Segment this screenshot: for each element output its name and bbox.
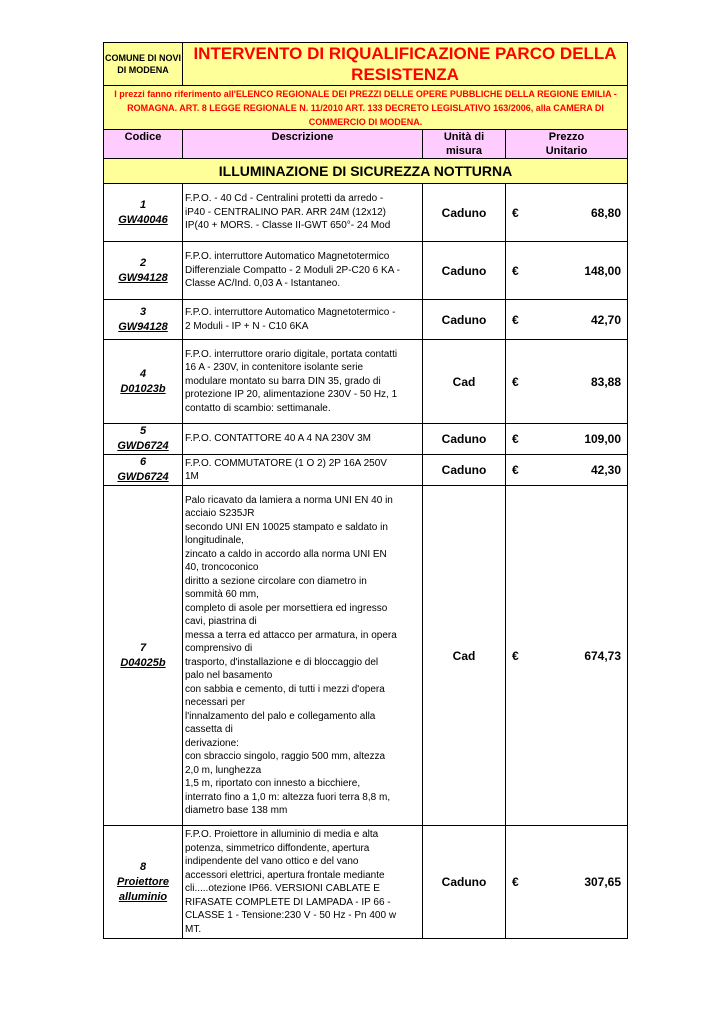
description-line: 1,5 m, riportato con innesto a bicchiere, [185, 778, 361, 789]
currency-symbol: € [512, 875, 519, 889]
description-line: modulare montato su barra DIN 35, grado di [185, 375, 381, 387]
description-line: messa a terra ed attacco per armatura, in opera [185, 629, 397, 641]
description-line: cli.....otezione IP66. VERSIONI CABLATE E [185, 883, 380, 894]
item-code: GW94128 [118, 271, 168, 284]
description-line: Differenziale Compatto - 2 Moduli 2P-C20 6 KA - [185, 264, 400, 276]
item-number: 7 [139, 641, 147, 654]
description-line: comprensivo di [185, 643, 253, 654]
currency-symbol: € [512, 432, 519, 446]
description-line: F.P.O. - 40 Cd - Centralini protetti da arredo - [185, 193, 384, 205]
item-number: 2 [139, 256, 147, 269]
currency-symbol: € [512, 263, 519, 278]
currency-symbol: € [512, 312, 519, 327]
description-line: contatto di scambio: settimanale. [185, 402, 331, 414]
description-line: IP(40 + MORS. - Classe II-GWT 650°- 24 Mod [185, 220, 391, 232]
table-row [104, 340, 628, 424]
description-line: zincato a caldo in accordo alla norma UNI EN [185, 548, 387, 560]
description-line: sommità 60 mm, [185, 589, 259, 600]
item-price: 83,88 [591, 374, 622, 389]
description-line: 16 A - 230V, in contenitore isolante serie [185, 362, 364, 374]
item-code: GWD6724 [117, 471, 169, 483]
column-header-row-1 [104, 130, 628, 145]
description-line: protezione IP 20, alimentazione 230V - 50 Hz, 1 [185, 389, 398, 401]
item-number: 1 [139, 198, 147, 211]
item-number: 3 [139, 305, 147, 318]
document-title: INTERVENTO DI RIQUALIFICAZIONE PARCO DELLA RESISTENZA [183, 43, 628, 86]
section-title: ILLUMINAZIONE DI SICUREZZA NOTTURNA [104, 159, 628, 184]
item-description [183, 184, 423, 242]
price-reference-notice: I prezzi fanno riferimento all'ELENCO REGIONALE DEI PREZZI DELLE OPERE PUBBLICHE DELLA REGIONE EMILIA - ROMAGNA. ART. 8 LEGGE REGIONALE N. 11/2010 ART. 133 DECRETO LEGISLATIVO 163/2006, alla CAMERA DI COMMERCIO DI MODENA. [104, 86, 628, 130]
column-header-row-2 [104, 144, 628, 159]
description-line: F.P.O. Proiettore in alluminio di media e alta [185, 829, 379, 840]
item-code-cell [104, 486, 183, 826]
item-unit: Caduno [423, 455, 506, 486]
item-price-cell [506, 340, 628, 424]
item-number: 8 [139, 860, 147, 873]
description-line: Classe AC/Ind. 0,03 A - Istantaneo. [185, 278, 341, 290]
description-line: F.P.O. CONTATTORE 40 A 4 NA 230V 3M [185, 433, 372, 445]
description-line: RIFASATE COMPLETE DI LAMPADA - IP 66 - [185, 896, 391, 908]
description-line: acciaio S235JR [185, 508, 255, 519]
item-code-cell [104, 242, 183, 300]
item-code-cell [104, 340, 183, 424]
column-header-misura: misura [423, 144, 506, 159]
item-unit: Caduno [423, 826, 506, 939]
column-header-descrizione-cont [183, 144, 423, 159]
item-price: 42,30 [591, 463, 622, 477]
item-price-cell [506, 826, 628, 939]
item-description [183, 486, 423, 826]
table-row [104, 242, 628, 300]
description-line: accessori elettrici, apertura frontale mediante [185, 869, 385, 881]
description-line: Palo ricavato da lamiera a norma UNI EN 40 in [185, 494, 393, 506]
item-description [183, 242, 423, 300]
description-line: longitudinale, [185, 535, 244, 546]
description-line: F.P.O. interruttore Automatico Magnetotermico - [185, 307, 396, 318]
description-line: diametro base 138 mm [185, 805, 288, 816]
description-line: F.P.O. interruttore orario digitale, portata contatti [185, 348, 398, 360]
description-line: con sabbia e cemento, di tutti i mezzi d'opera [185, 683, 385, 695]
item-code: D01023b [120, 382, 166, 395]
item-code: GWD6724 [117, 440, 169, 452]
description-line: l'innalzamento del palo e collegamento alla [185, 710, 376, 722]
item-unit: Caduno [423, 424, 506, 455]
item-code-cell [104, 300, 183, 340]
description-line: MT. [185, 923, 202, 935]
item-price: 307,65 [584, 875, 622, 889]
column-header-codice-cont [104, 144, 183, 159]
description-line: iP40 - CENTRALINO PAR. ARR 24M (12x12) [185, 206, 386, 218]
section-row [104, 159, 628, 184]
currency-symbol: € [512, 374, 519, 389]
item-number: 6 [139, 456, 147, 468]
currency-symbol: € [512, 463, 519, 477]
item-unit: Cad [423, 486, 506, 826]
item-price-cell [506, 455, 628, 486]
item-price-cell [506, 184, 628, 242]
description-line: CLASSE 1 - Tensione:230 V - 50 Hz - Pn 400 w [185, 910, 397, 921]
item-description [183, 300, 423, 340]
item-price-cell [506, 486, 628, 826]
item-unit: Caduno [423, 184, 506, 242]
item-price-cell [506, 424, 628, 455]
column-header-prezzo: Prezzo [506, 130, 628, 145]
column-header-unitario: Unitario [506, 144, 628, 159]
currency-symbol: € [512, 648, 519, 663]
description-line: F.P.O. COMMUTATORE (1 O 2) 2P 16A 250V [185, 457, 387, 469]
item-description [183, 826, 423, 939]
item-price: 109,00 [584, 432, 622, 446]
currency-symbol: € [512, 205, 519, 220]
description-line: cassetta di [185, 724, 233, 735]
price-list-table [103, 42, 628, 939]
item-price: 148,00 [584, 263, 622, 278]
description-line: completo di asole per morsettiera ed ingresso [185, 602, 388, 614]
description-line: indipendente del vano ottico e del vano [185, 856, 359, 867]
item-price-cell [506, 242, 628, 300]
description-line: 40, troncoconico [185, 562, 259, 573]
table-row [104, 184, 628, 242]
table-row [104, 455, 628, 486]
description-line: potenza, simmetrico diffondente, apertura [185, 842, 370, 854]
description-line: 2,0 m, lunghezza [185, 764, 262, 776]
description-line: palo nel basamento [185, 670, 273, 681]
column-header-codice: Codice [104, 130, 183, 145]
description-line: cavi, piastrina di [185, 616, 257, 627]
item-description [183, 424, 423, 455]
item-code: GW40046 [118, 213, 168, 226]
notice-row [104, 86, 628, 130]
item-price: 674,73 [584, 648, 622, 663]
description-line: trasporto, d'installazione e di bloccaggio del [185, 656, 379, 668]
item-code: Proiettore alluminio [117, 875, 169, 903]
item-price-cell [506, 300, 628, 340]
item-code-cell [104, 455, 183, 486]
description-line: 1M [185, 471, 199, 482]
description-line: 2 Moduli - IP + N - C10 6KA [185, 320, 309, 332]
item-number: 5 [139, 425, 147, 437]
item-description [183, 455, 423, 486]
description-line: F.P.O. interruttore Automatico Magnetotermico [185, 251, 390, 263]
item-code-cell [104, 424, 183, 455]
title-row [104, 43, 628, 86]
item-unit: Cad [423, 340, 506, 424]
description-line: derivazione: [185, 737, 239, 749]
description-line: secondo UNI EN 10025 stampato e saldato in [185, 521, 388, 533]
table-row [104, 300, 628, 340]
item-price: 68,80 [591, 205, 622, 220]
comune-label: COMUNE DI NOVI DI MODENA [104, 43, 183, 86]
description-line: necessari per [185, 697, 246, 708]
item-code: D04025b [120, 656, 166, 669]
item-price: 42,70 [591, 312, 622, 327]
description-line: interrato fino a 1,0 m: altezza fuori terra 8,8 m, [185, 791, 391, 803]
item-code: GW94128 [118, 320, 168, 333]
item-unit: Caduno [423, 300, 506, 340]
item-description [183, 340, 423, 424]
item-number: 4 [139, 367, 147, 380]
table-row [104, 486, 628, 826]
description-line: diritto a sezione circolare con diametro in [185, 575, 367, 587]
item-code-cell [104, 826, 183, 939]
column-header-unita: Unità di [423, 130, 506, 145]
table-row [104, 826, 628, 939]
column-header-descrizione: Descrizione [183, 130, 423, 145]
item-code-cell [104, 184, 183, 242]
table-row [104, 424, 628, 455]
description-line: con sbraccio singolo, raggio 500 mm, altezza [185, 751, 386, 762]
item-unit: Caduno [423, 242, 506, 300]
